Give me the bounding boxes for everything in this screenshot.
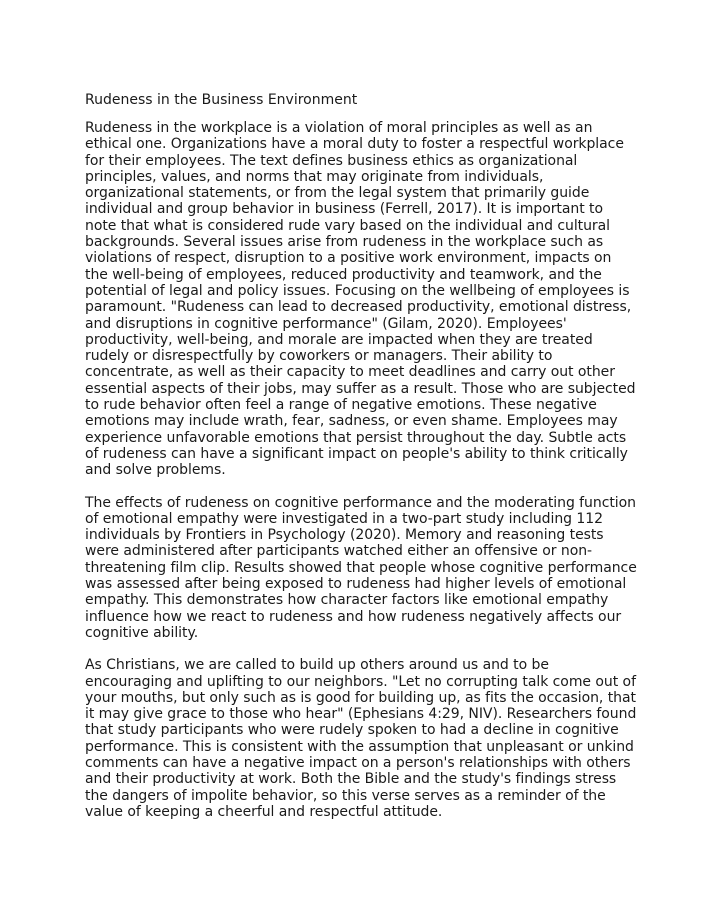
paragraph-3: As Christians, we are called to build up others around us and to be encouraging and uplifting to our neighbors. "Let no corrupting talk come out of your mouths, but only such as is good for building up, as fits the occasion, that it may give grace to those who hear" (Ephesians 4:29, NIV). Researchers found that study participants who were rudely spoken to had a decline in cognitive performance. This is consistent with the assumption that unpleasant or unkind comments can have a negative impact on a person's relationships with others and their productivity at work. Both the Bible and the study's findings stress the dangers of impolite behavior, so this verse serves as a reminder of the value of keeping a cheerful and respectful attitude. — [85, 657, 637, 820]
document-page — [85, 92, 637, 836]
paragraph-1: Rudeness in the workplace is a violation of moral principles as well as an ethical one. Organizations have a moral duty to foster a respectful workplace for their employees. The text defines business ethics as organizational principles, values, and norms that may originate from individuals, organizational statements, or from the legal system that primarily guide individual and group behavior in business (Ferrell, 2017). It is important to note that what is considered rude vary based on the individual and cultural backgrounds. Several issues arise from rudeness in the workplace such as violations of respect, disruption to a positive work environment, impacts on the well-being of employees, reduced productivity and teamwork, and the potential of legal and policy issues. Focusing on the wellbeing of employees is paramount. "Rudeness can lead to decreased productivity, emotional distress, and disruptions in cognitive performance" (Gilam, 2020). Employees' productivity, well-being, and morale are impacted when they are treated rudely or disrespectfully by coworkers or managers. Their ability to concentrate, as well as their capacity to meet deadlines and carry out other essential aspects of their jobs, may suffer as a result. Those who are subjected to rude behavior often feel a range of negative emotions. These negative emotions may include wrath, fear, sadness, or even shame. Employees may experience unfavorable emotions that persist throughout the day. Subtle acts of rudeness can have a significant impact on people's ability to think critically and solve problems. — [85, 120, 636, 479]
paragraph-2: The effects of rudeness on cognitive performance and the moderating function of emotional empathy were investigated in a two-part study including 112 individuals by Frontiers in Psychology (2020). Memory and reasoning tests were administered after participants watched either an offensive or non-threatening film clip. Results showed that people whose cognitive performance was assessed after being exposed to rudeness had higher levels of emotional empathy. This demonstrates how character factors like emotional empathy influence how we react to rudeness and how rudeness negatively affects our cognitive ability. — [85, 494, 637, 641]
document-title: Rudeness in the Business Environment — [85, 92, 358, 108]
